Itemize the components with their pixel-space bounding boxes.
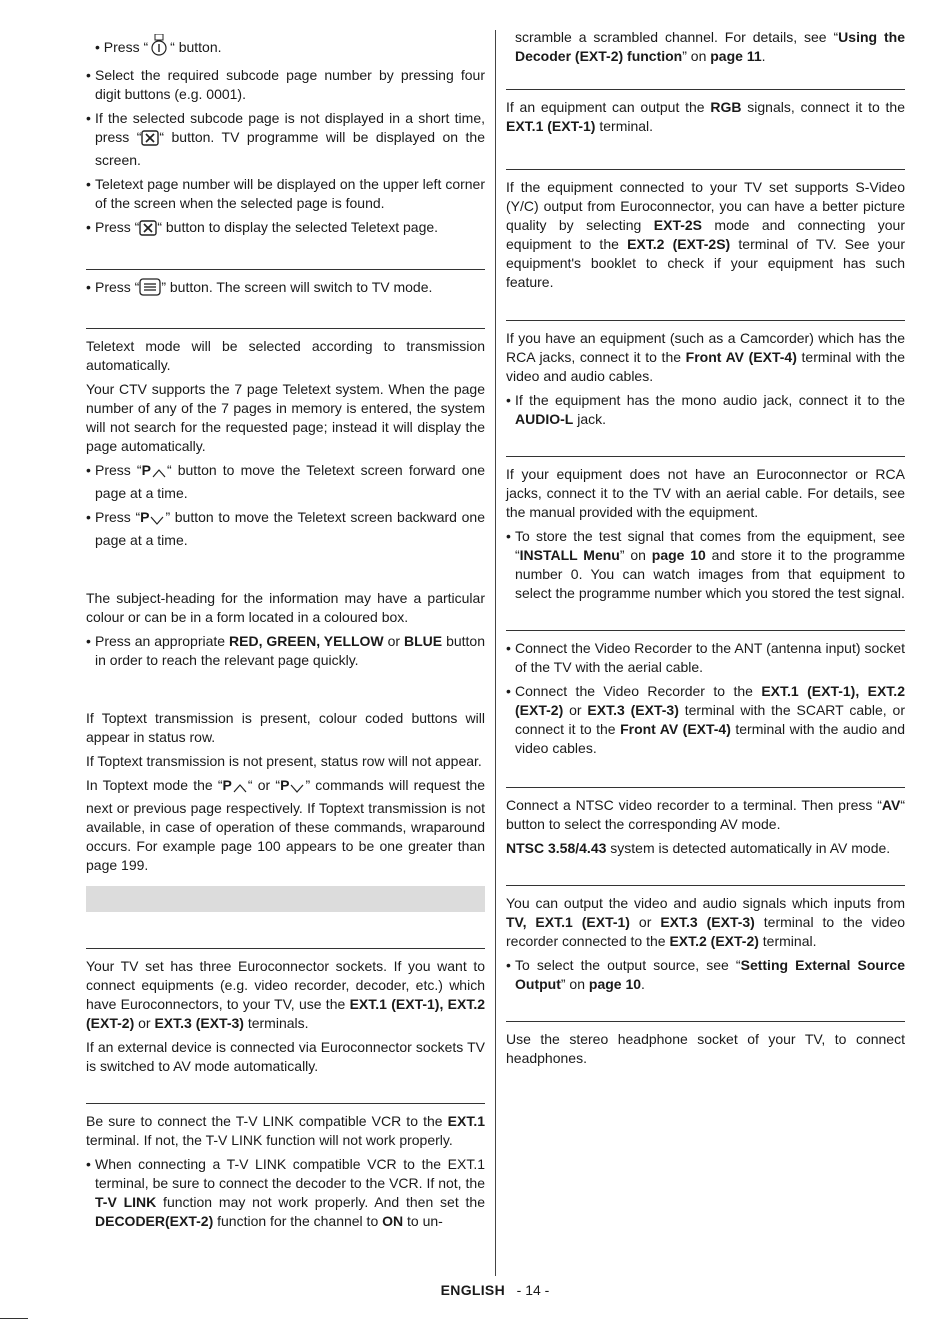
- section-rule: [506, 1021, 905, 1022]
- cancel-button-icon: [141, 130, 159, 151]
- paragraph-ntsc-detect: NTSC 3.58/4.43 system is detected automatically in AV mode.: [506, 840, 891, 856]
- paragraph-aerial-cable: If your equipment does not have an Euroconnector or RCA jacks, connect it to the TV with an aerial cable. For details, see the manual provided with the equipment.: [506, 466, 905, 520]
- paragraph-headphones: Use the stereo headphone socket of your TV, to connect headphones.: [506, 1031, 905, 1066]
- section-rule: [86, 1103, 485, 1104]
- paragraph-av-auto: If an external device is connected via Euroconnector sockets TV is switched to AV mode automatically.: [86, 1039, 485, 1074]
- section-rule: [506, 320, 905, 321]
- bullet-subcode-not-displayed: • If the selected subcode page is not displayed in a short time, press “ “ button. TV programme will be displayed on the screen.: [86, 109, 485, 170]
- continuation-decoder: scramble a scrambled channel. For details, see “Using the Decoder (EXT-2) function” on page 11.: [515, 29, 905, 64]
- paragraph-subject-heading: The subject-heading for the information may have a particular colour or can be in a form located in a coloured box.: [86, 590, 485, 625]
- bullet-display-page: • Press “ “ button to display the selected Teletext page.: [86, 218, 485, 241]
- paragraph-euroconnector: Your TV set has three Euroconnector sockets. If you want to connect equipments (e.g. video recorder, decoder, etc.) which have Euroconnectors, to your TV, use the EXT.1 (EXT-1), EXT.2 (EXT-2) or EXT.3 (EXT-3) terminals.: [86, 958, 485, 1031]
- right-column: [506, 28, 905, 1073]
- paragraph-rca: If you have an equipment (such as a Camcorder) which has the RCA jacks, connect it to the Front AV (EXT-4) terminal with the video and audio cables.: [506, 330, 905, 384]
- bullet-test-signal: • To store the test signal that comes from the equipment, see “INSTALL Menu” on page 10 and store it to the programme number 0. You can watch images from that equipment to select the programme number which you stored the test signal.: [506, 527, 905, 603]
- tv-mode-button-icon: [139, 278, 161, 301]
- bullet-vcr-scart: • Connect the Video Recorder to the EXT.1 (EXT-1), EXT.2 (EXT-2) or EXT.3 (EXT-3) terminal with the SCART cable, or connect it to the Front AV (EXT-4) terminal with the audio and video cables.: [506, 682, 905, 758]
- section-banner: [86, 886, 485, 912]
- section-rule: [506, 456, 905, 457]
- section-rule: [86, 948, 485, 949]
- paragraph-toptext-commands: In Toptext mode the “P “ or “P ” commands will request the next or previous page respectively. If Toptext transmission is not available, in case of operation of these commands, wraparound occurs. For example page 100 appears to be one greater than page 199.: [86, 777, 486, 873]
- section-rule: [506, 787, 905, 788]
- bullet-subcode: • Press “ “ button.: [86, 34, 485, 61]
- down-arrow-icon: [149, 512, 165, 531]
- up-arrow-icon: [151, 465, 167, 484]
- paragraph-toptext-absent: If Toptext transmission is not present, status row will not appear.: [86, 753, 482, 769]
- bullet-colour-buttons: • Press an appropriate RED, GREEN, YELLOW or BLUE button in order to reach the relevant page quickly.: [86, 632, 485, 670]
- bullet-page-forward: • Press “P “ button to move the Teletext screen forward one page at a time.: [86, 461, 485, 503]
- paragraph-toptext-present: If Toptext transmission is present, colour coded buttons will appear in status row.: [86, 710, 485, 745]
- paragraph-teletext-auto: Teletext mode will be selected according to transmission automatically.: [86, 338, 485, 373]
- down-arrow-icon: [289, 780, 305, 799]
- bullet-page-backward: • Press “P ” button to move the Teletext screen backward one page at a time.: [86, 508, 485, 550]
- footer-page-number: - 14 -: [516, 1282, 550, 1298]
- bullet-vcr-ant: • Connect the Video Recorder to the ANT (antenna input) socket of the TV with the aerial cable.: [506, 639, 905, 677]
- bullet-subcode-digits: • Select the required subcode page number by pressing four digit buttons (e.g. 0001).: [86, 66, 485, 104]
- section-rule: [86, 328, 485, 329]
- bullet-output-source: • To select the output source, see “Setting External Source Output” on page 10.: [506, 956, 905, 994]
- paragraph-output-signals: You can output the video and audio signals which inputs from TV, EXT.1 (EXT-1) or EXT.3 (EXT-3) terminal to the video recorder connected to the EXT.2 (EXT-2) terminal.: [506, 895, 906, 949]
- paragraph-ntsc-connect: Connect a NTSC video recorder to a terminal. Then press “AV“ button to select the corresponding AV mode.: [506, 797, 905, 832]
- section-rule: [506, 630, 905, 631]
- page-footer: [0, 1281, 950, 1300]
- left-column: [86, 28, 485, 1236]
- section-rule: [86, 269, 485, 270]
- subcode-button-icon: [148, 34, 170, 61]
- column-divider: [495, 30, 496, 1276]
- paragraph-tv-link: Be sure to connect the T-V LINK compatible VCR to the EXT.1 terminal. If not, the T-V LINK function will not work properly.: [86, 1113, 485, 1148]
- section-rule: [506, 885, 905, 886]
- paragraph-7-page: Your CTV supports the 7 page Teletext system. When the page number of any of the 7 pages in memory is entered, the system will not search for the requested page; instead it will display the page automatically.: [86, 381, 485, 454]
- corner-mark: [0, 1318, 28, 1319]
- section-rule: [506, 89, 905, 90]
- footer-language: ENGLISH: [440, 1282, 505, 1298]
- bullet-mono-audio: • If the equipment has the mono audio jack, connect it to the AUDIO-L jack.: [506, 391, 905, 429]
- up-arrow-icon: [232, 780, 248, 799]
- paragraph-svideo: If the equipment connected to your TV set supports S-Video (Y/C) output from Euroconnector, you can have a better picture quality by selecting EXT-2S mode and connecting your equipment to the EXT.2 (EXT-2S) terminal of TV. See your equipment's booklet to check if your equipment has such feature.: [506, 179, 906, 290]
- bullet-tv-link-decoder: • When connecting a T-V LINK compatible VCR to the EXT.1 terminal, be sure to connect the decoder to the VCR. If not, the T-V LINK function may not work properly. And then set the DECODER(EXT-2) function for the channel to ON to un-: [86, 1155, 485, 1231]
- cancel-button-icon: [139, 220, 157, 241]
- bullet-page-number: • Teletext page number will be displayed on the upper left corner of the screen when the selected page is found.: [86, 175, 485, 213]
- bullet-tv-mode: • Press “ ” button. The screen will switch to TV mode.: [86, 278, 485, 301]
- paragraph-rgb: If an equipment can output the RGB signals, connect it to the EXT.1 (EXT-1) terminal.: [506, 99, 906, 134]
- section-rule: [506, 169, 905, 170]
